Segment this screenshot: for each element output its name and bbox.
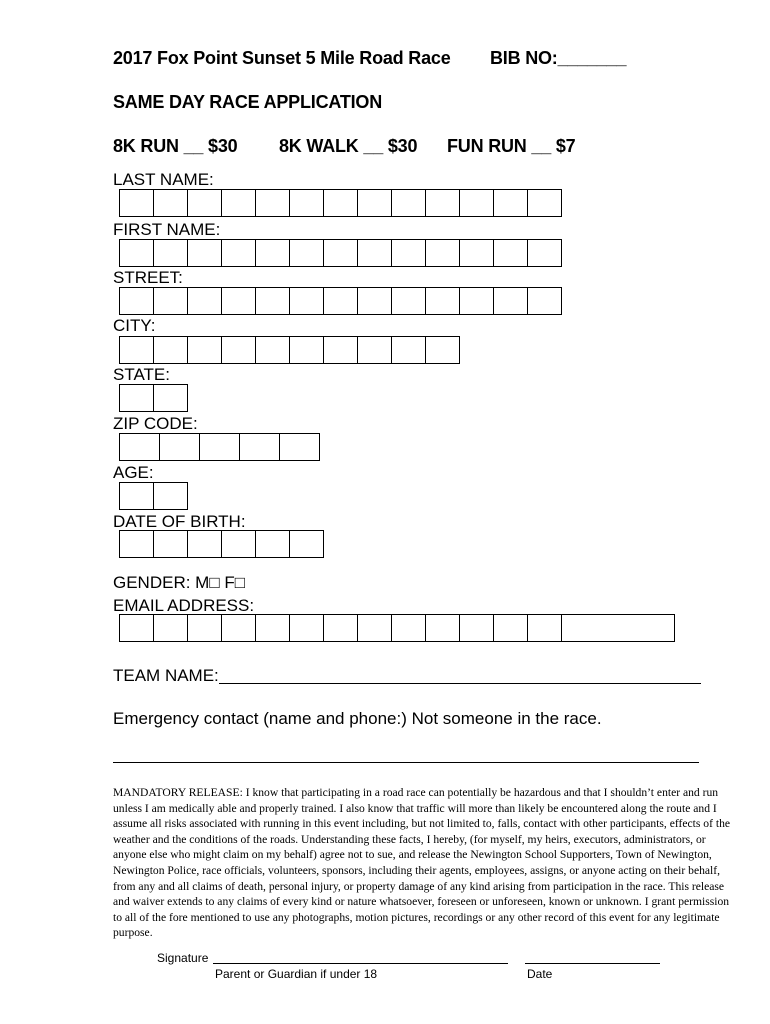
char-box[interactable] <box>392 287 426 315</box>
char-box[interactable] <box>120 239 154 267</box>
char-box[interactable] <box>154 189 188 217</box>
char-box[interactable] <box>256 189 290 217</box>
char-box[interactable] <box>188 287 222 315</box>
char-box[interactable] <box>562 614 675 642</box>
char-box[interactable] <box>160 433 200 461</box>
char-box[interactable] <box>528 287 562 315</box>
char-box[interactable] <box>290 530 324 558</box>
char-box[interactable] <box>358 287 392 315</box>
email-label: EMAIL ADDRESS: <box>113 596 255 615</box>
char-box[interactable] <box>290 614 324 642</box>
option-8k-run[interactable]: 8K RUN __ $30 <box>113 136 238 156</box>
date-of-birth-label: DATE OF BIRTH: <box>113 512 246 531</box>
char-box[interactable] <box>528 239 562 267</box>
char-box[interactable] <box>494 189 528 217</box>
char-box[interactable] <box>426 189 460 217</box>
char-box[interactable] <box>426 614 460 642</box>
zip-code-label: ZIP CODE: <box>113 414 198 433</box>
char-box[interactable] <box>256 614 290 642</box>
char-box[interactable] <box>120 189 154 217</box>
char-box[interactable] <box>120 384 154 412</box>
char-box[interactable] <box>392 614 426 642</box>
char-box[interactable] <box>200 433 240 461</box>
char-box[interactable] <box>154 614 188 642</box>
city-boxes[interactable] <box>119 336 460 364</box>
char-box[interactable] <box>290 189 324 217</box>
signature-line[interactable] <box>213 963 508 964</box>
char-box[interactable] <box>120 336 154 364</box>
char-box[interactable] <box>120 482 154 510</box>
guardian-note: Parent or Guardian if under 18 <box>215 967 378 981</box>
char-box[interactable] <box>120 433 160 461</box>
char-box[interactable] <box>358 239 392 267</box>
age-label: AGE: <box>113 463 154 482</box>
gender-field[interactable]: GENDER: M□ F□ <box>113 573 245 592</box>
char-box[interactable] <box>324 189 358 217</box>
first-name-boxes[interactable] <box>119 239 562 267</box>
team-name-label: TEAM NAME: <box>113 666 219 685</box>
char-box[interactable] <box>290 336 324 364</box>
char-box[interactable] <box>290 287 324 315</box>
email-boxes[interactable] <box>119 614 675 642</box>
char-box[interactable] <box>392 336 426 364</box>
char-box[interactable] <box>324 614 358 642</box>
char-box[interactable] <box>256 336 290 364</box>
char-box[interactable] <box>494 287 528 315</box>
char-box[interactable] <box>460 287 494 315</box>
char-box[interactable] <box>358 189 392 217</box>
street-boxes[interactable] <box>119 287 562 315</box>
char-box[interactable] <box>392 189 426 217</box>
char-box[interactable] <box>358 336 392 364</box>
char-box[interactable] <box>324 287 358 315</box>
char-box[interactable] <box>154 482 188 510</box>
char-box[interactable] <box>426 239 460 267</box>
last-name-boxes[interactable] <box>119 189 562 217</box>
char-box[interactable] <box>188 239 222 267</box>
char-box[interactable] <box>426 336 460 364</box>
char-box[interactable] <box>528 614 562 642</box>
emergency-contact-line[interactable] <box>113 762 699 763</box>
state-boxes[interactable] <box>119 384 188 412</box>
signature-label: Signature <box>157 951 209 965</box>
char-box[interactable] <box>222 287 256 315</box>
char-box[interactable] <box>188 614 222 642</box>
char-box[interactable] <box>154 384 188 412</box>
char-box[interactable] <box>154 287 188 315</box>
char-box[interactable] <box>222 336 256 364</box>
char-box[interactable] <box>392 239 426 267</box>
char-box[interactable] <box>324 336 358 364</box>
char-box[interactable] <box>324 239 358 267</box>
city-label: CITY: <box>113 316 156 335</box>
bib-number-label: BIB NO:_______ <box>490 48 627 68</box>
char-box[interactable] <box>290 239 324 267</box>
date-line[interactable] <box>525 963 660 964</box>
char-box[interactable] <box>256 530 290 558</box>
age-boxes[interactable] <box>119 482 188 510</box>
emergency-contact-label: Emergency contact (name and phone:) Not someone in the race. <box>113 709 602 728</box>
char-box[interactable] <box>240 433 280 461</box>
char-box[interactable] <box>222 239 256 267</box>
char-box[interactable] <box>154 530 188 558</box>
char-box[interactable] <box>256 287 290 315</box>
char-box[interactable] <box>188 530 222 558</box>
street-label: STREET: <box>113 268 183 287</box>
char-box[interactable] <box>460 239 494 267</box>
char-box[interactable] <box>222 189 256 217</box>
char-box[interactable] <box>222 614 256 642</box>
zip-code-boxes[interactable] <box>119 433 320 461</box>
char-box[interactable] <box>460 189 494 217</box>
last-name-label: LAST NAME: <box>113 170 214 189</box>
char-box[interactable] <box>222 530 256 558</box>
char-box[interactable] <box>154 239 188 267</box>
char-box[interactable] <box>528 189 562 217</box>
char-box[interactable] <box>154 336 188 364</box>
first-name-label: FIRST NAME: <box>113 220 221 239</box>
char-box[interactable] <box>460 614 494 642</box>
char-box[interactable] <box>188 189 222 217</box>
team-name-line[interactable] <box>219 683 701 684</box>
date-of-birth-boxes[interactable] <box>119 530 324 558</box>
race-title: 2017 Fox Point Sunset 5 Mile Road Race <box>113 48 451 68</box>
option-8k-walk[interactable]: 8K WALK __ $30 <box>279 136 418 156</box>
char-box[interactable] <box>494 614 528 642</box>
mandatory-release-text: MANDATORY RELEASE: I know that participating in a road race can potentially be hazardous and that I shouldn’t enter and run unless I am medically able and properly trained. I also know that traffic will more than likely be encountered along the route and I assume all risks associated with running in this event including, but not limited to, falls, contact with other participants, effects of the weather and the conditions of the roads. Understanding these facts, I hereby, (for myself, my heirs, executors, administrators, or anyone else who might claim on my behalf) agree not to sue, and release the Newington School Supporters, Town of Newington, Newington Police, race officials, volunteers, sponsors, including their agents, employees, assigns, or anyone acting on their behalf, from any and all claims of death, personal injury, or property damage of any kind arising from participation in the race. This release and waiver extends to any claims of every kind or nature whatsoever, foreseen or unforeseen, known or unknown. I grant permission to all of the fore mentioned to use any photographs, motion pictures, recordings or any other record of this event for any legitimate purpose. <box>113 786 731 940</box>
char-box[interactable] <box>120 614 154 642</box>
char-box[interactable] <box>256 239 290 267</box>
char-box[interactable] <box>358 614 392 642</box>
char-box[interactable] <box>426 287 460 315</box>
char-box[interactable] <box>494 239 528 267</box>
application-title: SAME DAY RACE APPLICATION <box>113 92 383 112</box>
char-box[interactable] <box>188 336 222 364</box>
state-label: STATE: <box>113 365 170 384</box>
char-box[interactable] <box>120 530 154 558</box>
char-box[interactable] <box>280 433 320 461</box>
date-label: Date <box>527 967 553 981</box>
char-box[interactable] <box>120 287 154 315</box>
option-fun-run[interactable]: FUN RUN __ $7 <box>447 136 576 156</box>
